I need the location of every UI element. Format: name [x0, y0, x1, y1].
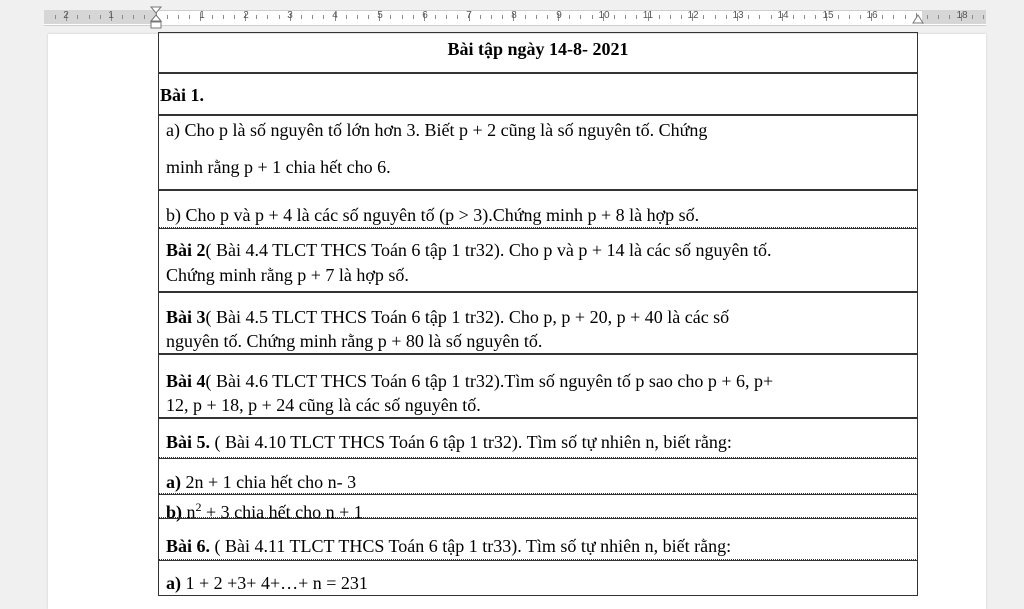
table-row[interactable] — [158, 418, 918, 458]
ruler-tick — [927, 15, 928, 19]
ruler-number: 4 — [332, 10, 338, 21]
ruler-number: 12 — [687, 10, 699, 21]
row-text: ( Bài 4.10 TLCT THCS Toán 6 tập 1 tr32). Tìm số tự nhiên n, biết rằng: — [210, 432, 732, 452]
row-text: 1 + 2 +3+ 4+…+ n = 231 — [181, 573, 368, 593]
ruler-tick — [312, 15, 313, 19]
table-row[interactable] — [158, 560, 918, 596]
table-row[interactable] — [158, 494, 918, 522]
ruler-tick — [838, 15, 839, 19]
ruler-tick — [815, 15, 816, 19]
ruler-tick — [804, 15, 805, 19]
exercise-heading: Bài 4 — [166, 371, 206, 391]
ruler-tick — [100, 15, 101, 19]
ruler-tick — [144, 15, 145, 19]
ruler-tick — [614, 15, 615, 19]
exercise-heading: Bài 5. — [166, 432, 211, 452]
exercise-heading: Bài 2 — [166, 240, 206, 260]
ruler-number: 2 — [243, 10, 249, 21]
ruler-tick — [938, 15, 939, 19]
ruler-tick — [223, 15, 224, 19]
ruler-tick — [525, 15, 526, 19]
ruler-tick — [726, 15, 727, 19]
exercise-heading: Bài 1. — [160, 85, 205, 105]
ruler-tick — [167, 15, 168, 19]
ruler-number: 10 — [598, 10, 610, 21]
ruler-tick — [446, 15, 447, 19]
ruler-tick — [390, 15, 391, 19]
ruler-number: 7 — [466, 10, 472, 21]
row-text: 2n + 1 chia hết cho n- 3 — [181, 472, 357, 492]
ruler-number: 8 — [511, 10, 517, 21]
ruler-tick — [536, 15, 537, 19]
ruler-tick — [715, 15, 716, 19]
ruler-tick — [77, 15, 78, 19]
ruler-number: 16 — [866, 10, 878, 21]
ruler-tick — [357, 15, 358, 19]
ruler-tick — [267, 15, 268, 19]
ruler-tick — [659, 15, 660, 19]
ruler-number: 3 — [287, 10, 293, 21]
ruler-right-margin — [922, 10, 986, 24]
ruler-tick — [670, 15, 671, 19]
ruler-tick — [122, 15, 123, 19]
row-text: ( Bài 4.6 TLCT THCS Toán 6 tập 1 tr32).Tìm số nguyên tố p sao cho p + 6, p+ — [205, 371, 774, 391]
table-row[interactable] — [158, 354, 918, 418]
row-text: ( Bài 4.11 TLCT THCS Toán 6 tập 1 tr33). Tìm số tự nhiên n, biết rằng: — [210, 536, 732, 556]
ruler-number: 13 — [732, 10, 744, 21]
item-label: a) — [166, 472, 181, 492]
ruler-tick — [55, 15, 56, 19]
ruler-tick — [480, 15, 481, 19]
ruler-tick — [402, 15, 403, 19]
row-text: minh rằng p + 1 chia hết cho 6. — [166, 157, 391, 177]
ruler-tick — [580, 15, 581, 19]
title-row[interactable] — [158, 32, 918, 73]
ruler-tick — [793, 15, 794, 19]
ruler-number: 11 — [642, 10, 654, 21]
table-row[interactable] — [158, 458, 918, 494]
ruler-tick — [748, 15, 749, 19]
ruler-tick — [703, 15, 704, 19]
exercise-heading: Bài 3 — [166, 307, 206, 327]
ruler-tick — [882, 15, 883, 19]
ruler-tick — [625, 15, 626, 19]
table-row[interactable] — [158, 115, 918, 190]
ruler-tick — [457, 15, 458, 19]
row-text: a) Cho p là số nguyên tố lớn hơn 3. Biết p + 2 cũng là số nguyên tố. Chứng — [166, 120, 708, 140]
ruler-tick — [681, 15, 682, 19]
ruler-tick — [949, 15, 950, 19]
ruler-tick — [983, 15, 984, 19]
row-text: ( Bài 4.4 TLCT THCS Toán 6 tập 1 tr32). Cho p và p + 14 là các số nguyên tố. — [205, 240, 772, 260]
ruler-tick — [435, 15, 436, 19]
indent-marker-icon[interactable] — [150, 6, 162, 30]
ruler-tick — [133, 15, 134, 19]
ruler-number: 2 — [63, 10, 69, 21]
ruler-tick — [178, 15, 179, 19]
ruler-tick — [771, 15, 772, 19]
table-row[interactable] — [158, 292, 918, 354]
ruler-tick — [972, 15, 973, 19]
ruler-tick — [502, 15, 503, 19]
right-indent-marker-icon[interactable] — [912, 14, 924, 24]
ruler-tick — [592, 15, 593, 19]
row-text: n — [182, 502, 196, 522]
ruler-tick — [860, 15, 861, 19]
ruler-tick — [89, 15, 90, 19]
ruler-number: 14 — [777, 10, 789, 21]
ruler-tick — [849, 15, 850, 19]
row-text: b) Cho p và p + 4 là các số nguyên tố (p > 3).Chứng minh p + 8 là hợp số. — [166, 205, 700, 225]
ruler-tick — [491, 15, 492, 19]
ruler-number: 6 — [422, 10, 428, 21]
ruler-tick — [569, 15, 570, 19]
table-row[interactable] — [158, 228, 918, 292]
ruler-tick — [368, 15, 369, 19]
item-label: a) — [166, 573, 181, 593]
item-label: b) — [166, 502, 183, 522]
ruler-number: 15 — [822, 10, 834, 21]
ruler-number: 9 — [556, 10, 562, 21]
ruler-tick — [547, 15, 548, 19]
row-text: + 3 chia hết cho n + 1 — [201, 502, 363, 522]
row-text: Chứng minh rằng p + 7 là hợp số. — [166, 265, 409, 285]
ruler-tick — [413, 15, 414, 19]
ruler-number: 1 — [199, 10, 205, 21]
ruler-tick — [323, 15, 324, 19]
row-text: 12, p + 18, p + 24 cũng là các số nguyên tố. — [166, 395, 481, 415]
ruler-tick — [212, 15, 213, 19]
horizontal-ruler[interactable] — [0, 0, 1024, 32]
table-row[interactable] — [158, 518, 918, 560]
ruler-tick — [893, 15, 894, 19]
ruler-tick — [189, 15, 190, 19]
superscript: 2 — [195, 500, 202, 514]
exercise-heading: Bài 6. — [166, 536, 211, 556]
document-title: Bài tập ngày 14-8- 2021 — [447, 39, 629, 59]
ruler-tick — [759, 15, 760, 19]
ruler-tick — [256, 15, 257, 19]
ruler-number: 18 — [956, 10, 968, 21]
row-text: ( Bài 4.5 TLCT THCS Toán 6 tập 1 tr32). Cho p, p + 20, p + 40 là các số — [205, 307, 730, 327]
table-row[interactable] — [158, 190, 918, 228]
ruler-tick — [234, 15, 235, 19]
ruler-tick — [346, 15, 347, 19]
row-text: nguyên tố. Chứng minh rằng p + 80 là số nguyên tố. — [166, 331, 543, 351]
table-row[interactable] — [158, 73, 918, 115]
ruler-tick — [301, 15, 302, 19]
ruler-number: 5 — [377, 10, 383, 21]
ruler-tick — [279, 15, 280, 19]
ruler-tick — [636, 15, 637, 19]
ruler-tick — [905, 15, 906, 19]
ruler-number: 1 — [108, 10, 114, 21]
